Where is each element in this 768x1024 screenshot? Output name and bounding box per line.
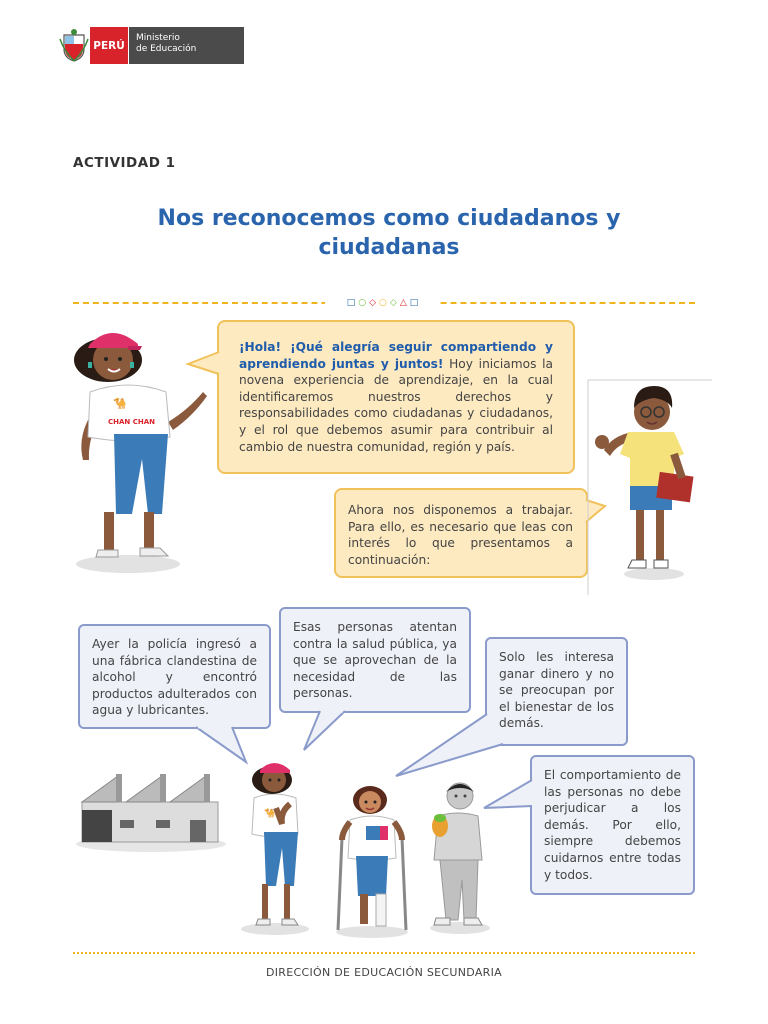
square-icon: □ [346, 298, 356, 308]
diamond-icon: ◇ [389, 298, 397, 308]
circle-icon: ○ [358, 298, 367, 308]
boy-grey-illustration [426, 776, 492, 936]
ministry-line-1: Ministerio [136, 33, 180, 43]
money-text: Solo les interesa ganar dinero y no se preocupan por el bienestar de los demás. [499, 650, 614, 731]
square-icon: □ [409, 298, 419, 308]
footer-label: DIRECCIÓN DE EDUCACIÓN SECUNDARIA [265, 966, 502, 979]
svg-text:🐪: 🐪 [264, 809, 276, 819]
peru-label: PERÚ [90, 27, 128, 64]
diamond-icon: ◇ [369, 298, 377, 308]
factory-illustration [76, 772, 226, 854]
instructions-text: Ahora nos disponemos a trabajar. Para ello, es necesario que leas con interés lo que presentamos a continuación: [348, 503, 573, 567]
footer-divider [73, 952, 695, 954]
circle-icon: ○ [379, 298, 387, 308]
behavior-text: El comportamiento de las personas no debe perjudicar a los demás. Por ello, siempre debemos cuidarnos entre todas y todos. [544, 768, 681, 882]
svg-text:🐪: 🐪 [113, 397, 127, 410]
intro-text: Hoy iniciamos la novena experiencia de aprendizaje, en la cual identificaremos nuestros derechos y responsabilidades como ciudadanas y ciudadanos, y el rol que debemos asumir para contribuir al cambio de nuestra comunidad, región y país. [239, 356, 553, 454]
triangle-icon: △ [399, 298, 407, 308]
page-title: Nos reconocemos como ciudadanos y ciudadanas [157, 206, 621, 260]
shirt-text: CHAN CHAN [108, 418, 155, 426]
girl-with-crutches-illustration [330, 782, 414, 940]
activity-label: ACTIVIDAD 1 [73, 155, 176, 171]
police-text: Ayer la policía ingresó a una fábrica clandestina de alcohol y encontró productos adulterados con agua y lubricantes. [92, 637, 257, 718]
girl-thinking-illustration [240, 756, 310, 936]
health-text: Esas personas atentan contra la salud pública, ya que se aprovechan de la necesidad de las personas. [293, 620, 457, 701]
ministry-line-2: de Educación [136, 44, 197, 54]
intro-greeting: ¡Hola! ¡Qué alegría seguir compartiendo y aprendiendo juntas y juntos! [239, 340, 553, 371]
